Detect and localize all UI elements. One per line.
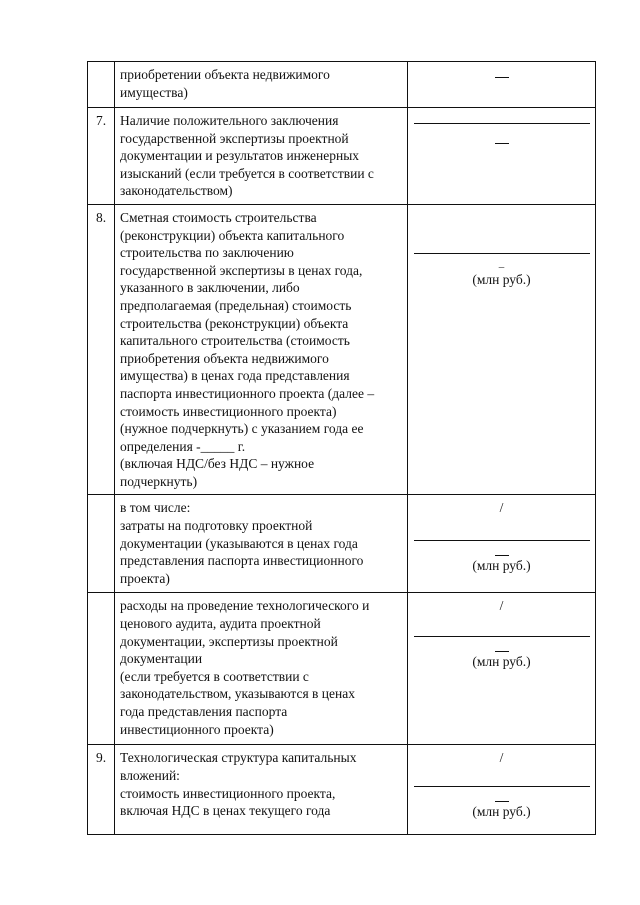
value-dash xyxy=(495,651,509,652)
row-text-cell: Сметная стоимость строительства (реконструкции) объекта капитального строительства по заключению государственной экспертизы в ценах года, указанного в заключении, либо предполагаемая (предельная) стоимость строительства (реконструкции) объекта капитального строительства (стоимость приобретения объекта недвижимого имущества) в ценах года представления паспорта инвестиционного проекта (далее – стоимость инвестиционного проекта) (нужное подчеркнуть) с указанием года ее определения -_____ г. (включая НДС/без НДС – нужное подчеркнуть) xyxy=(115,204,408,495)
value-mark: – xyxy=(498,260,505,273)
row-number-cell: 9. xyxy=(88,745,115,835)
row-text-cell: Технологическая структура капитальных вложений: стоимость инвестиционного проекта, включая НДС в ценах текущего года xyxy=(115,745,408,835)
unit-label: (млн руб.) xyxy=(472,804,531,820)
table-row-8 xyxy=(88,204,596,495)
row-number-cell xyxy=(88,62,115,108)
table-row-continuation xyxy=(88,62,596,108)
row-number-cell: 7. xyxy=(88,108,115,205)
row-number-cell xyxy=(88,593,115,745)
value-dash xyxy=(495,555,509,556)
row-number-cell: 8. xyxy=(88,204,115,495)
value-slash: / xyxy=(499,750,504,766)
row-text-cell: приобретении объекта недвижимого имущества) xyxy=(115,62,408,108)
row-value-cell xyxy=(408,593,596,745)
row-number-cell xyxy=(88,495,115,593)
value-blank-line xyxy=(414,123,590,124)
unit-label: (млн руб.) xyxy=(472,654,531,670)
value-blank-line xyxy=(414,636,590,637)
row-value-cell xyxy=(408,62,596,108)
row-text-cell: Наличие положительного заключения государственной экспертизы проектной документации и результатов инженерных изысканий (если требуется в соответствии с законодательством) xyxy=(115,108,408,205)
row-value-cell xyxy=(408,108,596,205)
table-row-audit-costs xyxy=(88,593,596,745)
value-slash: / xyxy=(499,598,504,614)
value-blank-line xyxy=(414,786,590,787)
value-dash xyxy=(495,77,509,78)
table-row-9 xyxy=(88,745,596,835)
unit-label: (млн руб.) xyxy=(472,558,531,574)
row-value-cell xyxy=(408,495,596,593)
table-row-design-costs xyxy=(88,495,596,593)
value-dash xyxy=(495,143,509,144)
row-text-cell: расходы на проведение технологического и ценового аудита, аудита проектной документации, экспертизы проектной документации (если требуется в соответствии с законодательством, указываются в ценах года представления паспорта инвестиционного проекта) xyxy=(115,593,408,745)
row-text-cell: в том числе: затраты на подготовку проектной документации (указываются в ценах года представления паспорта инвестиционного проекта) xyxy=(115,495,408,593)
row-value-cell xyxy=(408,745,596,835)
row-value-cell xyxy=(408,204,596,495)
passport-table xyxy=(87,61,596,835)
value-slash: / xyxy=(499,500,504,516)
value-blank-line xyxy=(414,253,590,254)
value-blank-line xyxy=(414,540,590,541)
value-dash xyxy=(495,801,509,802)
table-row-7 xyxy=(88,108,596,205)
unit-label: (млн руб.) xyxy=(472,271,531,287)
